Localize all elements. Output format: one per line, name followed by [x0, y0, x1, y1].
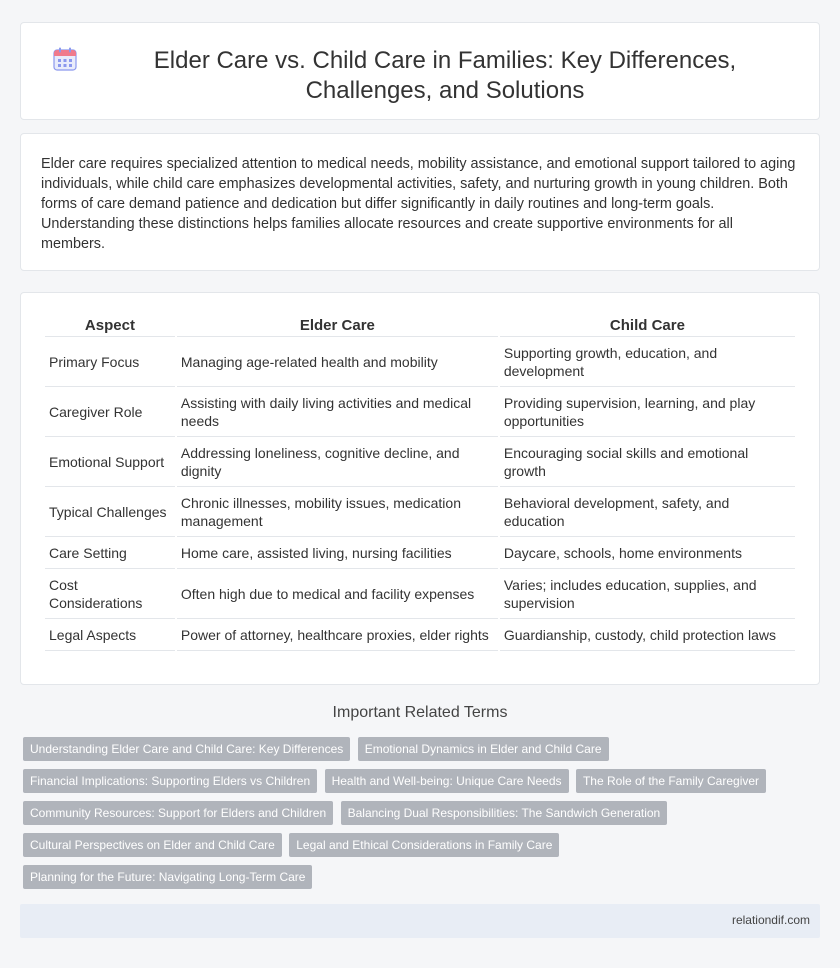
calendar-icon — [51, 45, 79, 73]
table-row — [45, 337, 795, 387]
term-tag[interactable]: Balancing Dual Responsibilities: The Sandwich Generation — [341, 801, 668, 825]
cell-child-care: Guardianship, custody, child protection laws — [500, 619, 795, 651]
table-row — [45, 487, 795, 537]
term-tag[interactable]: Emotional Dynamics in Elder and Child Care — [358, 737, 609, 761]
footer-site-link[interactable]: relationdif.com — [731, 913, 810, 927]
header-card — [20, 22, 820, 120]
table-row — [45, 569, 795, 619]
cell-elder-care: Home care, assisted living, nursing facilities — [177, 537, 498, 569]
intro-card — [20, 133, 820, 271]
cell-child-care: Providing supervision, learning, and play opportunities — [500, 387, 795, 437]
cell-elder-care: Addressing loneliness, cognitive decline, and dignity — [177, 437, 498, 487]
footer — [20, 904, 820, 938]
term-tag[interactable]: The Role of the Family Caregiver — [576, 769, 766, 793]
cell-child-care: Varies; includes education, supplies, and supervision — [500, 569, 795, 619]
term-tag[interactable]: Cultural Perspectives on Elder and Child Care — [23, 833, 282, 857]
cell-elder-care: Power of attorney, healthcare proxies, elder rights — [177, 619, 498, 651]
cell-aspect: Cost Considerations — [45, 569, 175, 619]
cell-aspect: Typical Challenges — [45, 487, 175, 537]
cell-aspect: Care Setting — [45, 537, 175, 569]
cell-child-care: Supporting growth, education, and development — [500, 337, 795, 387]
cell-child-care: Behavioral development, safety, and education — [500, 487, 795, 537]
cell-elder-care: Managing age-related health and mobility — [177, 337, 498, 387]
header-elder-care: Elder Care — [177, 311, 498, 337]
cell-elder-care: Chronic illnesses, mobility issues, medication management — [177, 487, 498, 537]
cell-aspect: Emotional Support — [45, 437, 175, 487]
cell-aspect: Primary Focus — [45, 337, 175, 387]
header-aspect: Aspect — [45, 311, 175, 337]
table-row — [45, 619, 795, 651]
header-child-care: Child Care — [500, 311, 795, 337]
cell-elder-care: Often high due to medical and facility expenses — [177, 569, 498, 619]
page-title: Elder Care vs. Child Care in Families: Key Differences, Challenges, and Solutions — [153, 47, 737, 104]
cell-child-care: Encouraging social skills and emotional growth — [500, 437, 795, 487]
term-tag[interactable]: Financial Implications: Supporting Elders vs Children — [23, 769, 317, 793]
term-tag[interactable]: Understanding Elder Care and Child Care: Key Differences — [23, 737, 350, 761]
intro-paragraph: Elder care requires specialized attention to medical needs, mobility assistance, and emotional support tailored to aging individuals, while child care emphasizes developmental activities, safety, and nurturing growth in young children. Both forms of care demand patience and dedication but differ significantly in daily routines and long-term goals. Understanding these distinctions helps families allocate resources and create supportive environments for all members. — [41, 156, 796, 252]
term-tag[interactable]: Legal and Ethical Considerations in Family Care — [289, 833, 559, 857]
table-row — [45, 537, 795, 569]
cell-aspect: Caregiver Role — [45, 387, 175, 437]
cell-elder-care: Assisting with daily living activities and medical needs — [177, 387, 498, 437]
term-tag[interactable]: Health and Well-being: Unique Care Needs — [325, 769, 569, 793]
term-tag[interactable]: Community Resources: Support for Elders and Children — [23, 801, 333, 825]
table-row — [45, 387, 795, 437]
cell-aspect: Legal Aspects — [45, 619, 175, 651]
comparison-table-card — [20, 292, 820, 685]
related-terms-title: Important Related Terms — [332, 704, 508, 721]
related-terms-list — [23, 737, 813, 897]
comparison-table — [43, 311, 797, 651]
term-tag[interactable]: Planning for the Future: Navigating Long-Term Care — [23, 865, 312, 889]
cell-child-care: Daycare, schools, home environments — [500, 537, 795, 569]
table-row — [45, 437, 795, 487]
table-header-row — [45, 311, 795, 337]
